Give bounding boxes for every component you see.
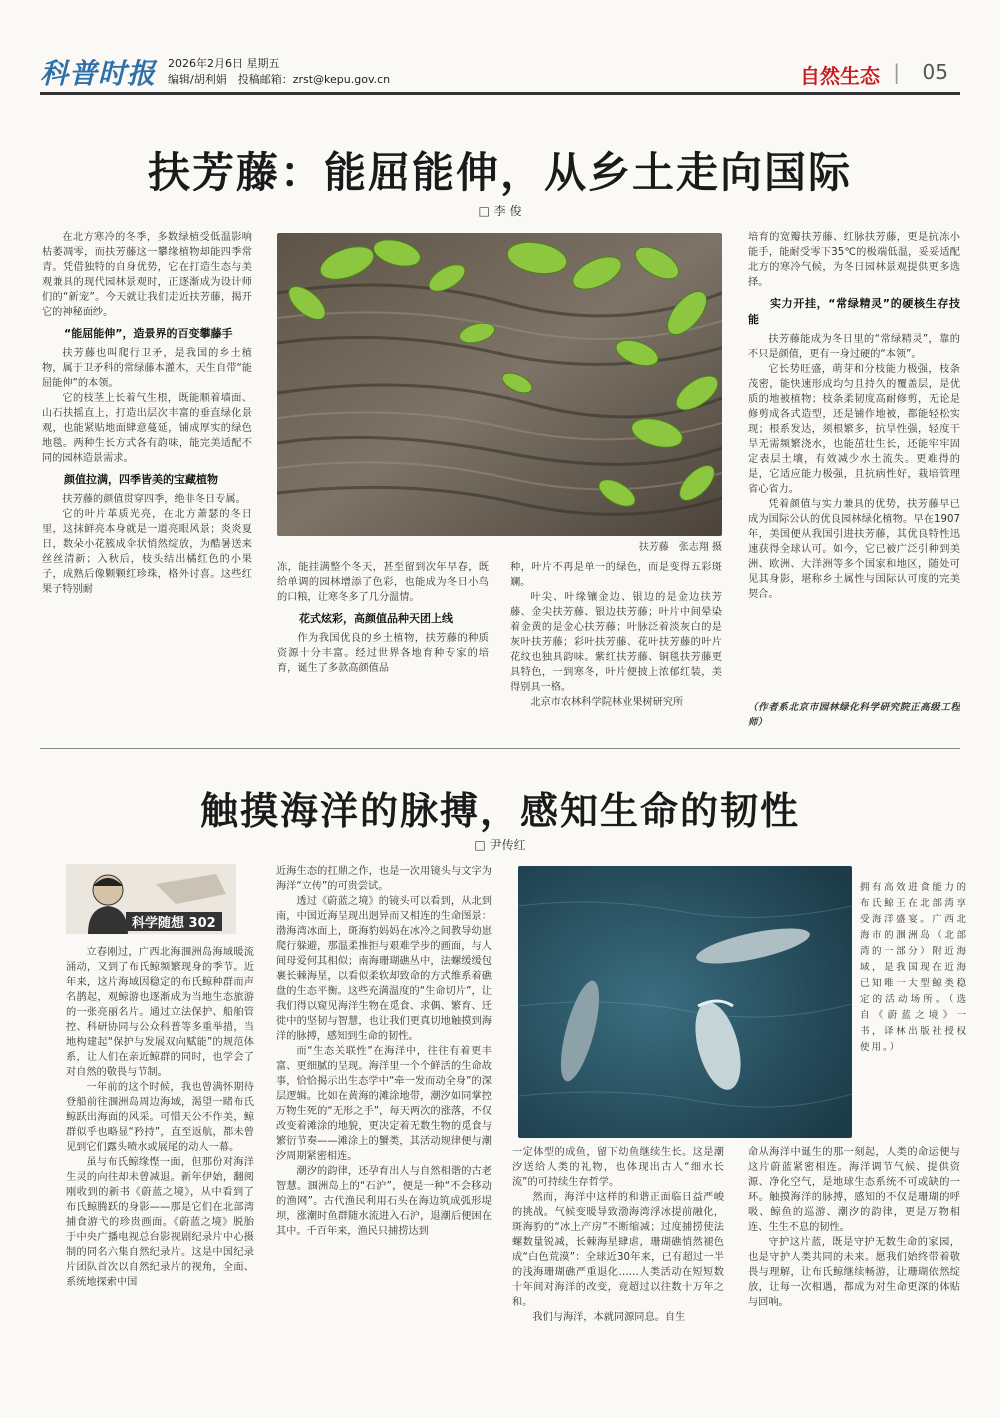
paragraph: 种，叶片不再是单一的绿色，而是变得五彩斑斓。 [510, 562, 722, 588]
column-badge [66, 864, 236, 934]
paragraph: 近海生态的扛鼎之作，也是一次用镜头与文字为海洋“立传”的可贵尝试。 [276, 866, 492, 892]
paragraph: 培育的宽瓣扶芳藤、红脉扶芳藤，更是抗冻小能手，能耐受零下35℃的极端低温，妥妥适配北方的寒冷气候，为冬日园林景观提供更多选择。 [748, 232, 960, 288]
paragraph: 它长势旺盛，萌芽和分枝能力极强，枝条茂密，能快速形成均匀且持久的覆盖层，是优质的地被植物；枝条柔韧度高耐修剪，无论是修剪成各式造型，还是铺作地被，都能轻松实现；根系发达，须根繁多，抗旱性强，轻度干旱无需频繁浇水，也能茁壮生长，还能牢牢固定表层土壤，有效减少水土流失。更难得的是，它适应能力极强，且抗病性好，栽培管理省心省力。 [748, 364, 960, 495]
newspaper-logo: 科普时报 [40, 57, 157, 90]
paragraph: 扶芳藤也叫爬行卫矛，是我国的乡土植物，属于卫矛科的常绿藤本灌木，天生自带“能屈能伸”的本领。 [42, 348, 252, 389]
paragraph: 在北方寒冷的冬季，多数绿植受低温影响枯萎凋零，而扶芳藤这一攀缘植物却能四季常青。凭借独特的自身优势，它在打造生态与美观兼具的现代园林景观时，正逐渐成为设计师们的“新宠”。今天就让我们走近扶芳藤，揭开它的神秘面纱。 [42, 232, 252, 318]
masthead-rule [40, 92, 960, 95]
paragraph: 冻，能挂满整个冬天，甚至留到次年早春，既给单调的园林增添了色彩，也能成为冬日小鸟的口粮，让寒冬多了几分温情。 [277, 562, 489, 603]
article2-title: 触摸海洋的脉搏，感知生命的韧性 [199, 789, 800, 833]
subheading: 实力开挂，“常绿精灵”的硬核生存技能 [748, 297, 960, 326]
editor-contact: 编辑/胡利娟 投稿邮箱：zrst@kepu.gov.cn [168, 73, 391, 86]
masthead-info [168, 56, 390, 88]
section-label: 自然生态 [800, 64, 880, 88]
paragraph: 潮汐的韵律，还孕育出人与自然相谐的古老智慧。涠洲岛上的“石沪”，便是一种“不会移动的渔网”。古代渔民利用石头在海边筑成弧形堤坝，涨潮时鱼群随水流进入石沪，退潮后便困在其中。千百年来，渔民只捕捞达到 [276, 1166, 492, 1237]
article1-column-3 [510, 560, 722, 730]
paragraph: 命从海洋中诞生的那一刻起，人类的命运便与这片蔚蓝紧密相连。海洋调节气候、提供资源、净化空气，是地球生态系统不可或缺的一环。触摸海洋的脉搏，感知的不仅是珊瑚的呼吸、鲸鱼的巡游、潮汐的韵律，更是万物相连、生生不息的韧性。 [748, 1147, 960, 1233]
article2-photo-caption: 拥有高效进食能力的布氏鲸王在北部湾享受海洋盛宴。广西北海市的涠洲岛（北部湾的一部分）附近海域，是我国现在近海已知唯一大型鲸类稳定的活动场所。（选自《蔚蓝之境》一书，译林出版社授权使用。） [860, 882, 968, 1053]
paragraph: 叶尖、叶缘镶金边、银边的是金边扶芳藤、金尖扶芳藤、银边扶芳藤；叶片中间晕染着金黄的是金心扶芳藤；叶脉泛着淡灰白的是灰叶扶芳藤；彩叶扶芳藤、花叶扶芳藤的叶片花纹也独具韵味。紫红扶芳藤、铜毯扶芳藤更具特色，一到寒冬，叶片便披上浓郁红装，美得别具一格。 [510, 592, 722, 693]
article1-photo-caption: 扶芳藤 张志翔 摄 [638, 542, 722, 553]
article1-author-note: （作者系北京市园林绿化科学研究院正高级工程师） [748, 702, 960, 728]
paragraph: 立春刚过，广西北海涠洲岛海域暖流涌动，又到了布氏鲸频繁现身的季节。近年来，这片海域因稳定的布氏鲸种群而声名鹊起，观鲸游也逐渐成为当地生态旅游的一张亮丽名片。通过立法保护、船舶管控、科研协同与公众科普等多重举措，当地构建起“保护与发展双向赋能”的规范体系，让人们在亲近鲸群的同时，也学会了对自然的敬畏与节制。 [66, 947, 254, 1078]
subheading: “能屈能伸”，造景界的百变攀藤手 [64, 327, 233, 340]
article1-byline: □ 李 俊 [478, 204, 522, 218]
article1-title: 扶芳藤：能屈能伸，从乡土走向国际 [147, 148, 852, 197]
article2-column-2 [276, 864, 492, 1364]
ivy-bark-image [277, 233, 722, 536]
paragraph: 一定体型的成鱼，留下幼鱼继续生长。这是潮汐送给人类的礼物，也体现出古人“细水长流”的可持续生存哲学。 [512, 1147, 724, 1188]
paragraph: 扶芳藤的颜值贯穿四季，绝非冬日专属。 [62, 494, 246, 505]
article2-column-1 [66, 945, 254, 1365]
article1-column-4 [748, 230, 960, 710]
page-number: 05 [922, 60, 948, 84]
article1-column-1 [42, 230, 252, 730]
article1-column-2 [277, 560, 489, 730]
article2-column-4 [748, 1145, 960, 1365]
paragraph: 扶芳藤能成为冬日里的“常绿精灵”，靠的不只是颜值，更有一身过硬的“本领”。 [748, 334, 960, 360]
column-badge-label: 科学随想 302 [126, 912, 222, 931]
article-divider [40, 748, 960, 749]
paragraph: 凭着颜值与实力兼具的优势，扶芳藤早已成为国际公认的优良园林绿化植物。早在1907年，美国便从我国引进扶芳藤，其优良特性迅速获得全球认可。如今，它已被广泛引种到美洲、欧洲、大洋洲等多个国家和地区，随处可见其身影，堪称乡土属性与国际认可度的完美契合。 [748, 499, 960, 600]
whale-image [518, 866, 852, 1138]
subheading: 颜值拉满，四季皆美的宝藏植物 [64, 473, 218, 486]
paragraph: 然而，海洋中这样的和谐正面临日益严峻的挑战。气候变暖导致渤海湾浮冰提前融化，斑海豹的“冰上产房”不断缩减；过度捕捞使法螺数量锐减，长棘海星肆虐，珊瑚礁悄然褪色成“白色荒漠”：全球近30年来，已有超过一半的浅海珊瑚礁严重退化……人类活动在短短数十年间对海洋的改变，竟超过以往数十万年之和。 [512, 1192, 724, 1308]
paragraph: 它的枝茎上长着气生根，既能顺着墙面、山石扶摇直上，打造出层次丰富的垂直绿化景观，也能紧贴地面肆意蔓延，铺成厚实的绿色地毯。两种生长方式各有韵味，能完美适配不同的园林造景需求。 [42, 393, 252, 464]
subheading: 花式炫彩，高颜值品种天团上线 [299, 612, 453, 625]
ivy-bark-photo [277, 233, 722, 536]
paragraph: 透过《蔚蓝之境》的镜头可以看到，从北到南，中国近海呈现出迥异而又相连的生命图景：渤海湾冰面上，斑海豹妈妈在冰冷之间教导幼崽爬行躲避，那温柔推拒与艰难学步的画面，与人间母爱何其相似；南海珊瑚礁丛中，法螺缓缓包裹长棘海星，以看似柔软却致命的方式维系着礁盘的生态平衡。这些充满温度的“生命切片”，让我们得以窥见海洋生物在觅食、求偶、繁育、迁徙中的坚韧与智慧，也让我们更真切地触摸到海洋的脉搏，感知到生命的韧性。 [276, 896, 492, 1042]
page-separator: | [893, 60, 900, 84]
article2-byline: □ 尹传红 [474, 838, 526, 852]
issue-date: 2026年2月6日 星期五 [168, 57, 280, 70]
paragraph: 作为我国优良的乡土植物，扶芳藤的种质资源十分丰富。经过世界各地育种专家的培育，诞生了多款高颜值品 [277, 633, 489, 674]
whale-photo [518, 866, 852, 1138]
paragraph: 守护这片蓝，既是守护无数生命的家园，也是守护人类共同的未来。愿我们始终带着敬畏与理解，让布氏鲸继续畅游，让珊瑚依然绽放，让每一次相遇，都成为对生命更深的体贴与回响。 [748, 1237, 960, 1308]
article2-column-3 [512, 1145, 724, 1365]
paragraph: 而“生态关联性”在海洋中，往往有着更丰富、更细腻的呈现。海洋里一个个鲜活的生命故事，恰恰揭示出生态学中“牵一发而动全身”的深层逻辑。比如在黄海的滩涂地带，潮汐如同掌控万物生死的“无形之手”，每天两次的涨落，不仅改变着滩涂的地貌，更决定着无数生物的觅食与繁衍节奏——滩涂上的蟹类，其活动规律便与潮汐周期紧密相连。 [276, 1046, 492, 1162]
paragraph: 北京市农林科学院林业果树研究所 [530, 697, 684, 708]
paragraph: 它的叶片革质光亮，在北方萧瑟的冬日里，这抹鲜亮本身就是一道亮眼风景；炎炎夏日，数朵小花簇成伞状悄然绽放，为酷暑送来丝丝清新；入秋后，枝头结出橘红色的小果子，成熟后像颗颗红珍珠，格外讨喜。这些红果子特别耐 [42, 509, 252, 595]
paragraph: 我们与海洋，本就同源同息。自生 [532, 1312, 686, 1323]
paragraph: 一年前的这个时候，我也曾满怀期待登船前往涠洲岛周边海域，渴望一睹布氏鲸跃出海面的风采。可惜天公不作美，鲸群似乎也略显“矜持”，直至返航，都未曾见到它们露头喷水或展尾的动人一幕。 [66, 1082, 254, 1153]
paragraph: 虽与布氏鲸缘悭一面，但那份对海洋生灵的向往却未曾减退。新年伊始，翻阅刚收到的新书《蔚蓝之境》，从中看到了布氏鲸腾跃的身影——那是它们在北部湾捕食游弋的珍贵画面。《蔚蓝之境》脱胎于中央广播电视总台影视剧纪录片中心摄制的同名六集自然纪录片。这是中国纪录片团队首次以自然纪录片的视角，全面、系统地探索中国 [66, 1157, 254, 1288]
